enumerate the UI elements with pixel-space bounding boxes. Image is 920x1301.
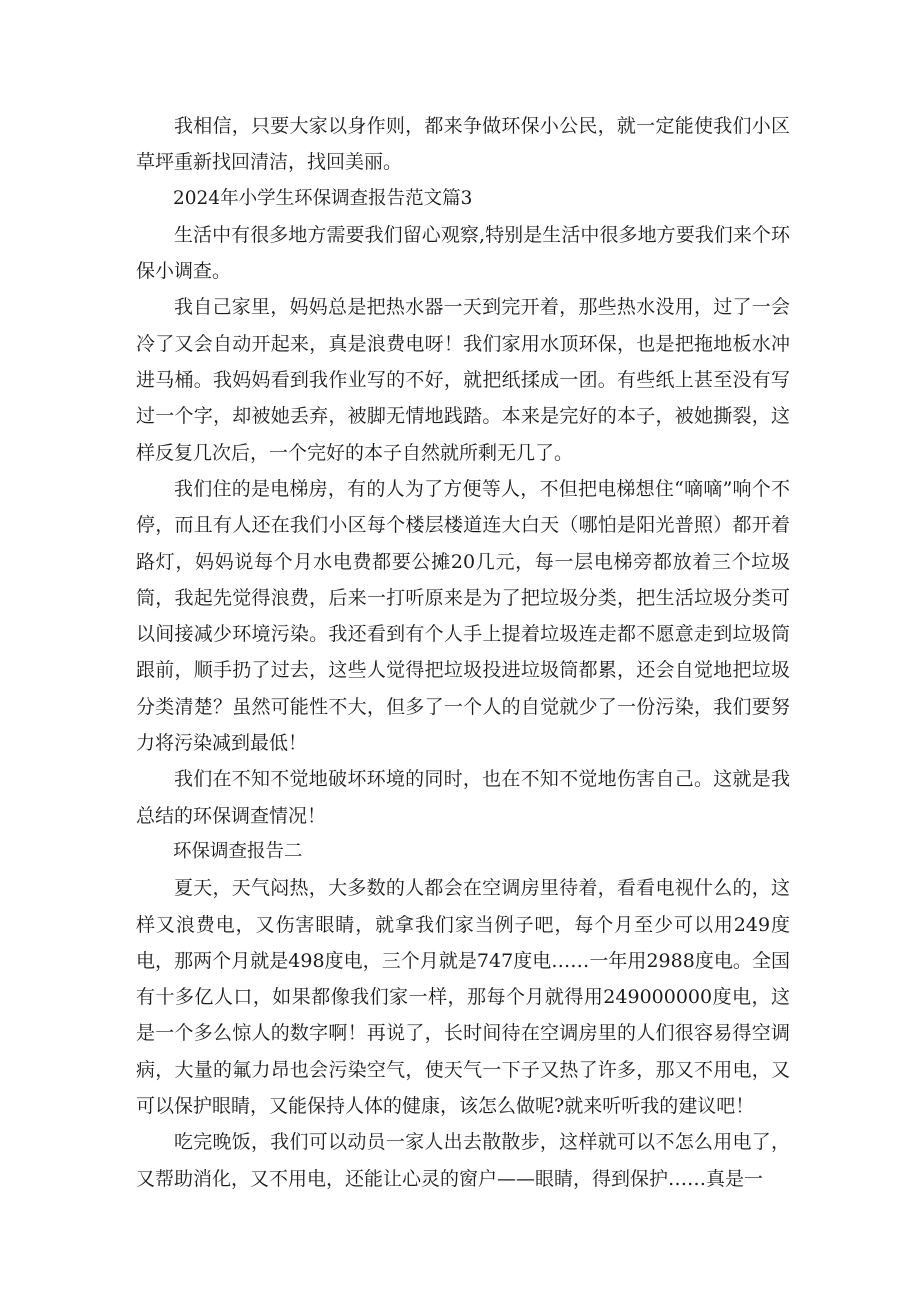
section-heading: 环保调查报告二 bbox=[173, 840, 303, 862]
paragraph: 生活中有很多地方需要我们留心观察,特别是生活中很多地方要我们来个环保小调查。 bbox=[136, 223, 790, 283]
paragraph: 我自己家里，妈妈总是把热水器一天到完开着，那些热水没用，过了一会冷了又会自动开起来，真是浪费电呀！我们家用水顶环保，也是把拖地板水冲进马桶。我妈妈看到我作业写的不好，就把纸揉成一团。有些纸上甚至没有写过一个字，却被她丢弃，被脚无情地践踏。本来是完好的本子，被她撕裂，这样反复几次后，一个完好的本子自然就所剩无几了。 bbox=[136, 296, 790, 464]
paragraph: 我们在不知不觉地破坏环境的同时，也在不知不觉地伤害自己。这就是我总结的环保调查情况！ bbox=[136, 768, 790, 827]
paragraph: 我们住的是电梯房，有的人为了方便等人，不但把电梯想住“嘀嘀”响个不停，而且有人还在我们小区每个楼层楼道连大白天（哪怕是阳光普照）都开着路灯，妈妈说每个月水电费都要公摊20几元，每一层电梯旁都放着三个垃圾筒，我起先觉得浪费，后来一打听原来是为了把垃圾分类，把生活垃圾分类可以间接减少环境污染。我还看到有个人手上提着垃圾连走都不愿意走到垃圾筒跟前，顺手扔了过去，这些人觉得把垃圾投进垃圾筒都累，还会自觉地把垃圾分类清楚？虽然可能性不大，但多了一个人的自觉就少了一份污染，我们要努力将污染减到最低！ bbox=[136, 477, 790, 755]
section-heading: 2024年小学生环保调查报告范文篇3 bbox=[173, 187, 473, 209]
paragraph: 夏天，天气闷热，大多数的人都会在空调房里待着，看看电视什么的，这样又浪费电，又伤害眼睛，就拿我们家当例子吧，每个月至少可以用249度电，那两个月就是498度电，三个月就是747度电……一年用2988度电。全国有十多亿人口，如果都像我们家一样，那每个月就得用249000000度电，这是一个多么惊人的数字啊！再说了，长时间待在空调房里的人们很容易得空调病，大量的氟力昂也会污染空气，使天气一下子又热了许多，那又不用电，又可以保护眼睛，又能保持人体的健康，该怎么做呢?就来听听我的建议吧！ bbox=[136, 877, 790, 1118]
document-body bbox=[136, 108, 790, 1197]
paragraph: 吃完晚饭，我们可以动员一家人出去散散步，这样就可以不怎么用电了，又帮助消化，又不用电，还能让心灵的窗户——眼睛，得到保护……真是一 bbox=[136, 1131, 790, 1190]
paragraph: 我相信，只要大家以身作则，都来争做环保小公民，就一定能使我们小区草坪重新找回清洁，找回美丽。 bbox=[136, 115, 790, 174]
